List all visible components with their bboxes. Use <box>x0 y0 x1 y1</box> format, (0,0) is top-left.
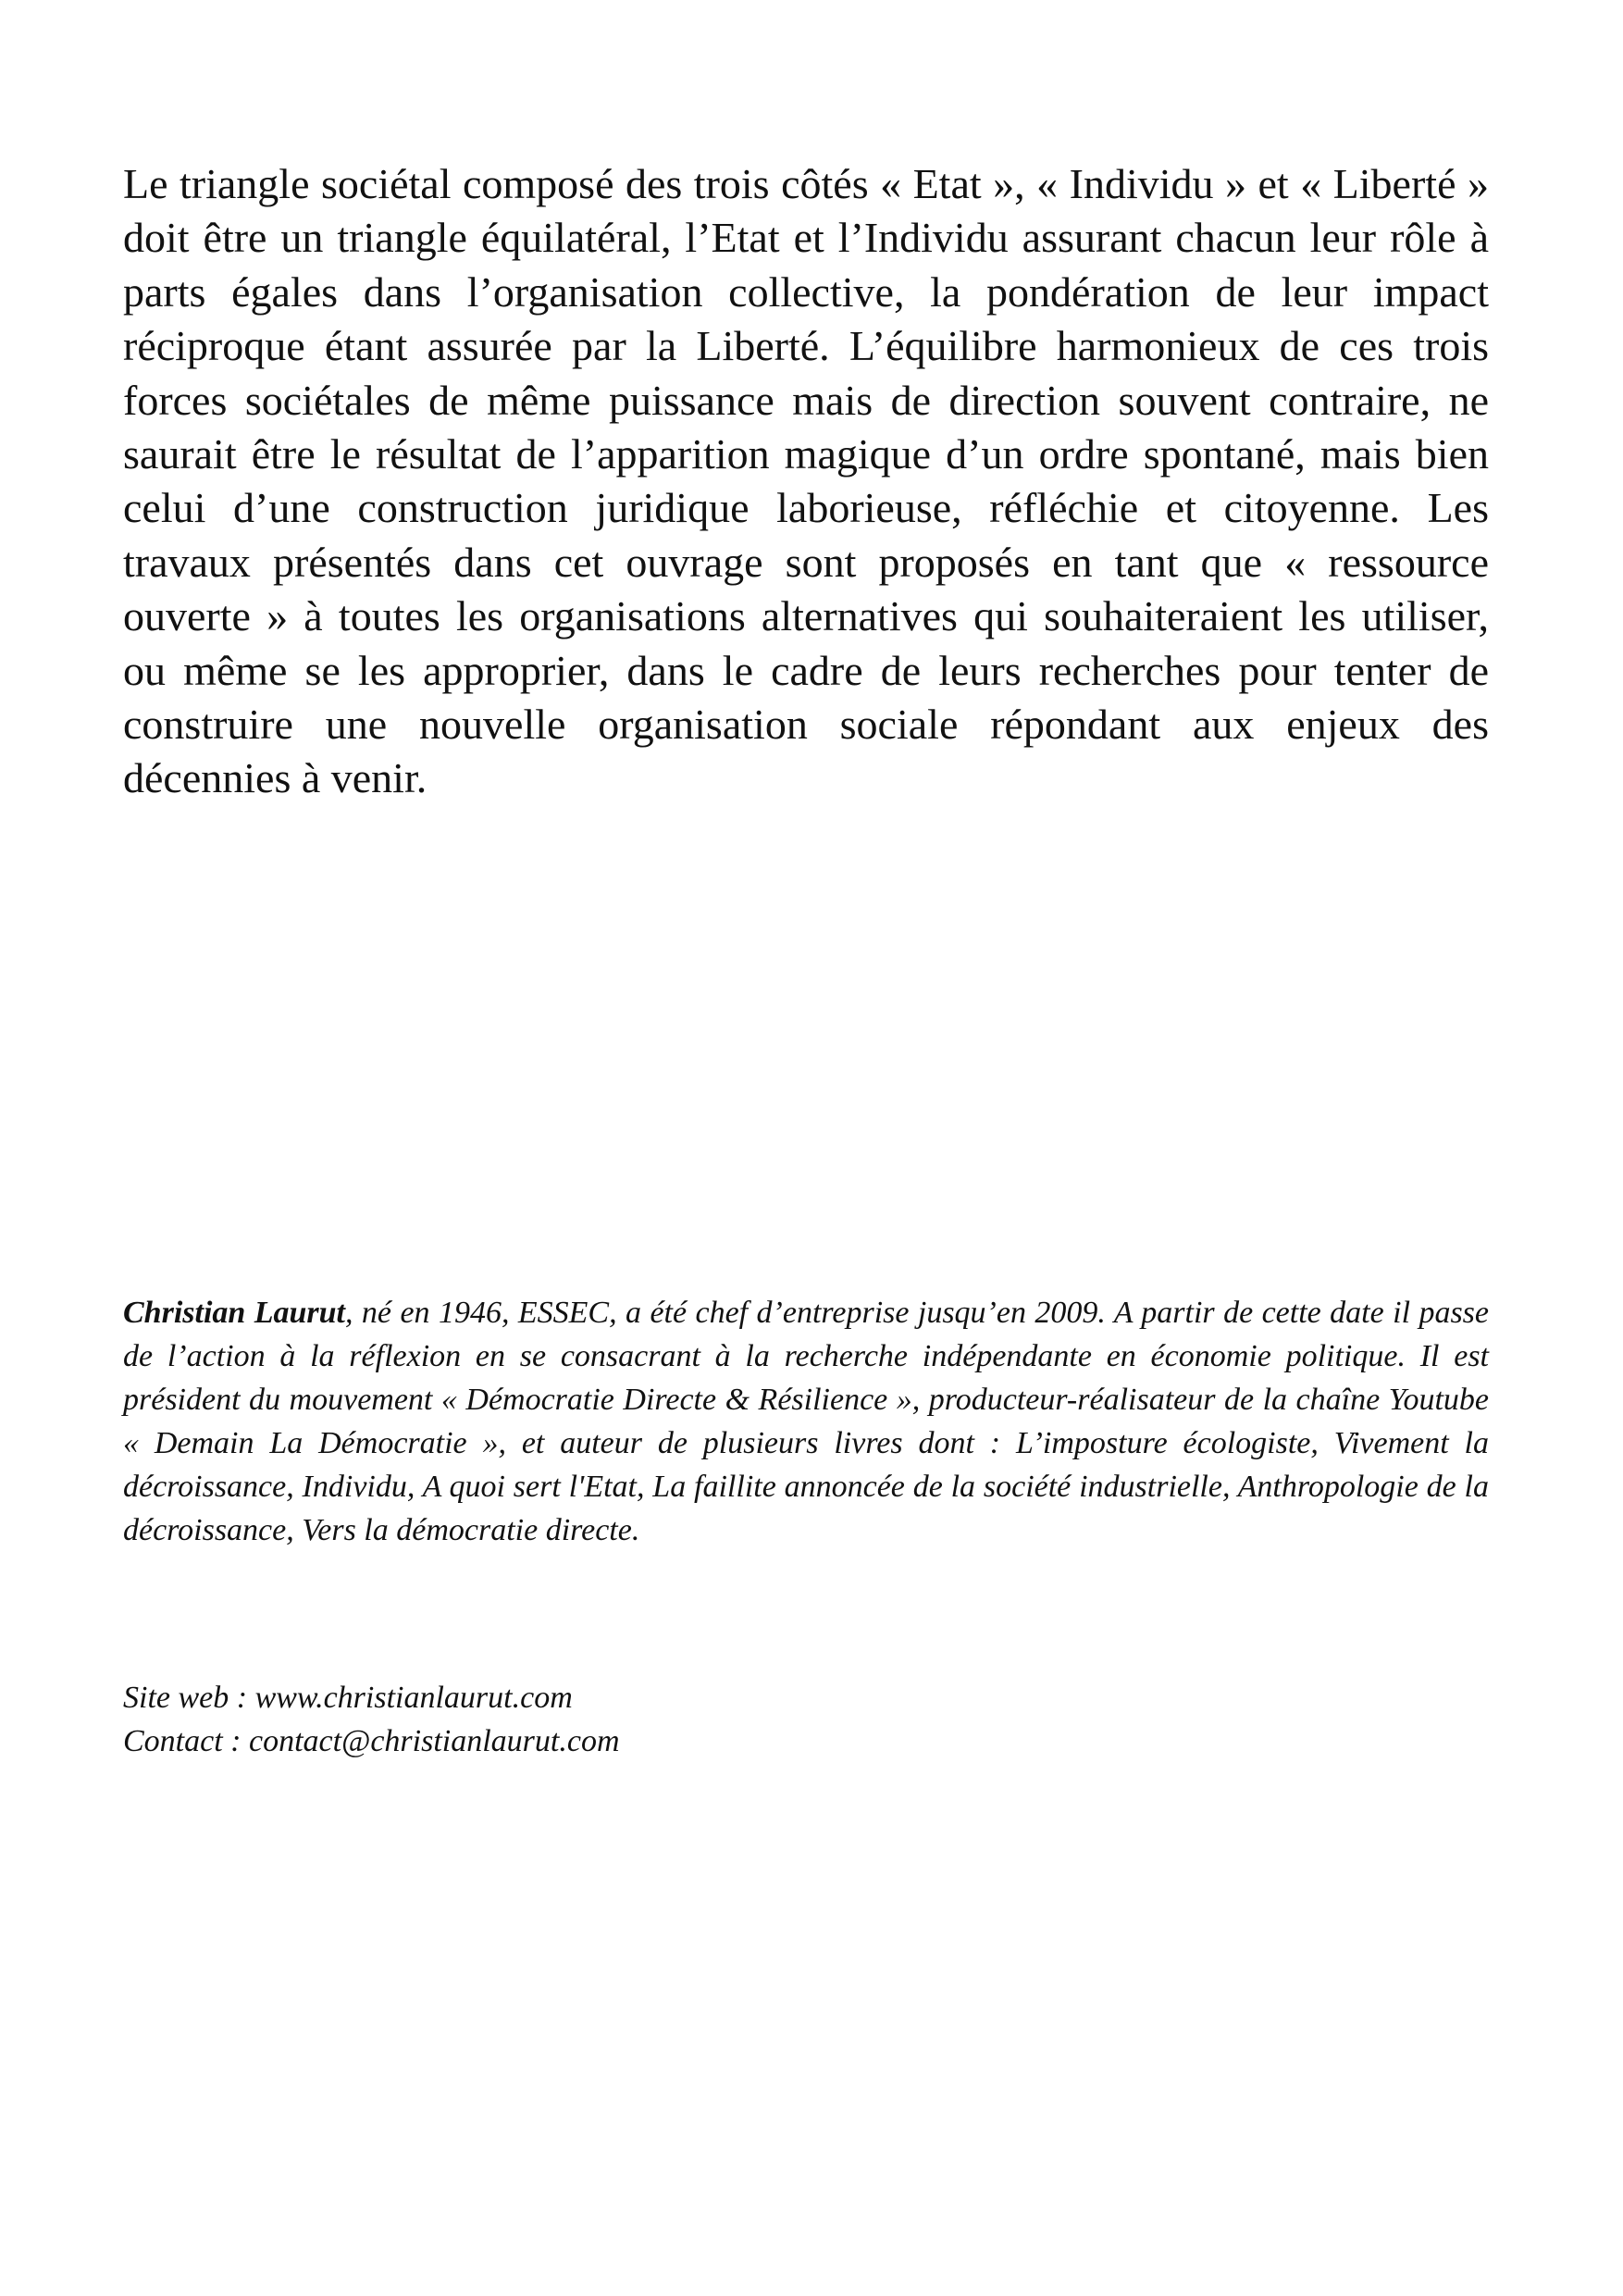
author-bio <box>123 1291 1489 1553</box>
email-line: Contact : contact@christianlaurut.com <box>123 1724 620 1758</box>
summary-paragraph: Le triangle sociétal composé des trois côtés « Etat », « Individu » et « Liberté » doit être un triangle équilatéral, l’Etat et l’Individu assurant chacun leur rôle à parts égales dans l’organisation collective, la pondération de leur impact réciproque étant assurée par la Liberté. L’équilibre harmonieux de ces trois forces sociétales de même puissance mais de direction souvent contraire, ne saurait être le résultat de l’apparition magique d’un ordre spontané, mais bien celui d’une construction juridique laborieuse, réfléchie et citoyenne. Les travaux présentés dans cet ouvrage sont proposés en tant que « ressource ouverte » à toutes les organisations alternatives qui souhaiteraient les utiliser, ou même se les approprier, dans le cadre de leurs recherches pour tenter de construire une nouvelle organisation sociale répondant aux enjeux des décennies à venir. <box>123 160 1489 802</box>
author-bio-text: , né en 1946, ESSEC, a été chef d’entreprise jusqu’en 2009. A partir de cette date il passe de l’action à la réflexion en se consacrant à la recherche indépendante en économie politique. Il est président du mouvement « Démocratie Directe & Résilience », producteur-réalisateur de la chaîne Youtube « Demain La Démocratie », et auteur de plusieurs livres dont : L’imposture écologiste, Vivement la décroissance, Individu, A quoi sert l'Etat, La faillite annoncée de la société industrielle, Anthropologie de la décroissance, Vers la démocratie directe. <box>123 1296 1489 1548</box>
website-line: Site web : www.christianlaurut.com <box>123 1681 573 1715</box>
contact-info <box>123 1676 1489 1763</box>
author-name: Christian Laurut <box>123 1296 345 1330</box>
